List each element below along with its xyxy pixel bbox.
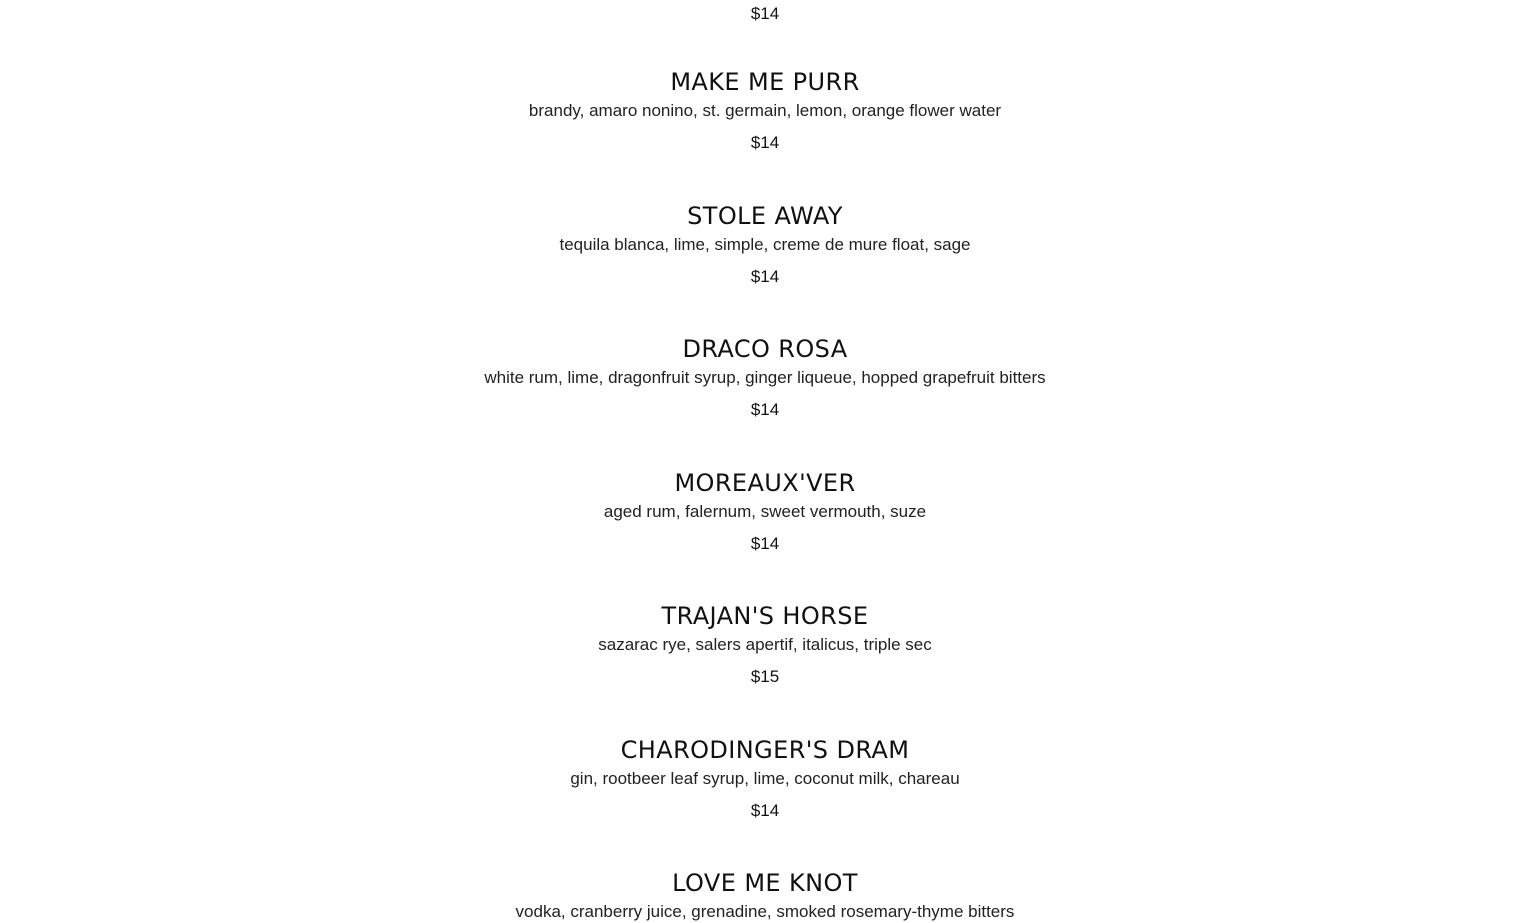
- item-price: $14: [750, 4, 780, 23]
- item-name: LOVE ME KNOT: [672, 869, 858, 897]
- item-name: STOLE AWAY: [687, 202, 843, 230]
- item-price: $14: [750, 801, 780, 820]
- item-description: aged rum, falernum, sweet vermouth, suze: [603, 502, 927, 521]
- item-price: $14: [750, 133, 780, 152]
- item-name: TRAJAN'S HORSE: [661, 602, 869, 630]
- menu-item-make-me-purr: [0, 67, 1530, 154]
- item-price: $14: [750, 534, 780, 553]
- item-name: MAKE ME PURR: [670, 68, 860, 96]
- item-description: brandy, amaro nonino, st. germain, lemon, orange flower water: [528, 101, 1002, 120]
- item-description: white rum, lime, dragonfruit syrup, ginger liqueue, hopped grapefruit bitters: [484, 368, 1046, 387]
- menu-item-love-me-knot: [0, 868, 1530, 923]
- item-description: tequila blanca, lime, simple, creme de mure float, sage: [559, 235, 971, 254]
- menu-item-charodingers-dram: [0, 735, 1530, 822]
- menu-item-stole-away: [0, 201, 1530, 288]
- item-price: $14: [750, 400, 780, 419]
- item-price: $14: [750, 267, 780, 286]
- menu-item-moreaux-ver: [0, 468, 1530, 555]
- item-description: vodka, cranberry juice, grenadine, smoked rosemary-thyme bitters: [515, 902, 1015, 921]
- menu-item-draco-rosa: [0, 334, 1530, 421]
- item-name: CHARODINGER'S DRAM: [620, 736, 910, 764]
- item-description: gin, rootbeer leaf syrup, lime, coconut milk, chareau: [570, 769, 960, 788]
- item-name: DRACO ROSA: [682, 335, 848, 363]
- menu-item-trajans-horse: [0, 601, 1530, 688]
- item-description: sazarac rye, salers apertif, italicus, triple sec: [598, 635, 932, 654]
- item-name: MOREAUX'VER: [674, 469, 856, 497]
- item-price: $15: [750, 667, 780, 686]
